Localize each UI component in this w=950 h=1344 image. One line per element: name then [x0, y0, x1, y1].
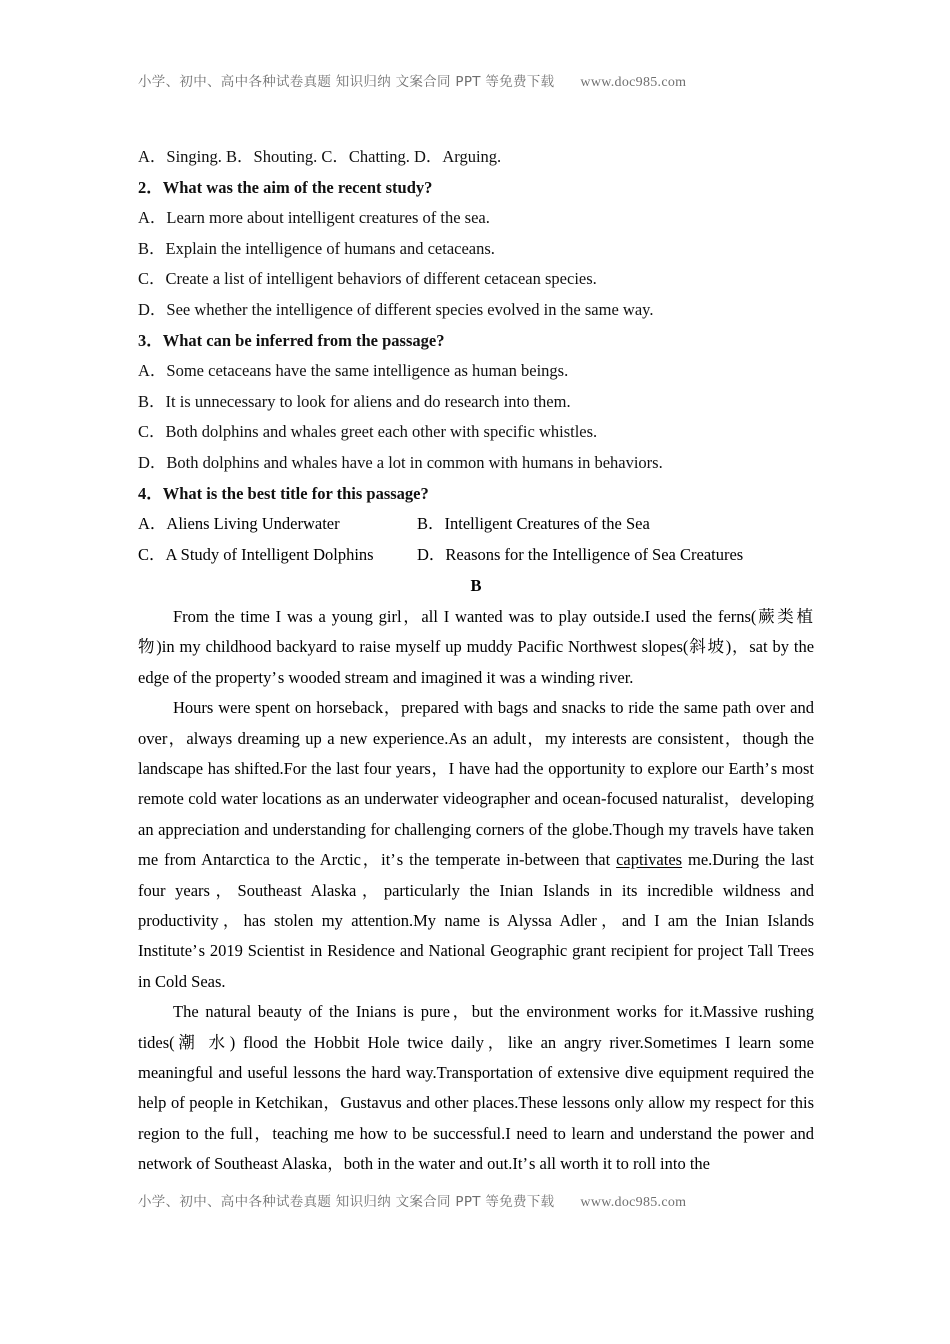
option-letter: D． [138, 299, 167, 319]
apostrophe-glyph: ’ [271, 667, 277, 687]
paragraph-2-part-b: s most remote cold water locations as an underwater videographer and ocean-focused naturalist，developing an appreciation and understanding for challenging corners of the globe.Though my travels have taken me from Antarctica to the Arctic，it [138, 758, 814, 870]
paragraph-3-part-a: The natural beauty of the Inians is pure，but the environment works for it.Massive rushing tides( [138, 1002, 814, 1052]
option-text: Intelligent Creatures of the Sea [444, 514, 650, 534]
option-text: See whether the intelligence of different species evolved in the same way. [166, 299, 654, 319]
paragraph-2-part-c: s the temperate in-between that [396, 850, 617, 870]
question-1-options-line: A．Singing. B．Shouting. C．Chatting. D．Arguing. [138, 147, 502, 166]
page-footer-cn-text: 小学、初中、高中各种试卷真题 知识归纳 文案合同 PPT 等免费下载 [138, 1194, 555, 1210]
option-letter: C． [138, 422, 166, 442]
paragraph-2-part-d: me.During the last four years，Southeast Alaska，particularly the Inian Islands in its incredible wildness and productivity，has stolen my attention.My name is Alyssa Adler，and I am the Inian Islands Institute [138, 850, 814, 961]
question-3-option-b[interactable] [138, 387, 814, 418]
gloss-slopes: 斜坡 [688, 637, 726, 657]
option-letter: B． [138, 238, 166, 258]
question-4-stem-text: What is the best title for this passage? [162, 483, 429, 503]
question-3-option-a[interactable] [138, 356, 814, 387]
option-text: It is unnecessary to look for aliens and do research into them. [165, 391, 571, 411]
document-content [138, 142, 814, 1180]
question-2-option-b[interactable] [138, 234, 814, 265]
paragraph-2-part-a: Hours were spent on horseback，prepared with bags and snacks to ride the same path over and over，always dreaming up a new experience.As an adult，my interests are consistent，though the landscape has shifted.For the last four years，I have had the opportunity to explore our Earth [138, 698, 814, 778]
paragraph-3-part-c: s all worth it to roll into the [528, 1154, 710, 1174]
page-header-url: www.doc985.com [580, 75, 687, 90]
question-2-number: 2． [138, 177, 163, 197]
question-2-option-c[interactable] [138, 264, 814, 295]
question-3-option-d[interactable] [138, 448, 814, 479]
paragraph-1-part-a: From the time I was a young girl，all I wanted was to play outside.I used the ferns( [173, 606, 757, 626]
underlined-word-captivates: captivates [616, 850, 683, 870]
option-text: Both dolphins and whales have a lot in common with humans in behaviors. [166, 452, 663, 472]
passage-paragraph-3 [138, 997, 814, 1179]
question-2-stem [138, 173, 814, 204]
apostrophe-glyph: ’ [390, 850, 396, 870]
option-text: Both dolphins and whales greet each other with specific whistles. [165, 422, 598, 442]
option-text: Explain the intelligence of humans and cetaceans. [165, 238, 495, 258]
paragraph-1-part-c: )，sat by the edge of the property [138, 637, 815, 687]
option-text: Reasons for the Intelligence of Sea Creatures [445, 544, 744, 564]
question-2-option-a[interactable] [138, 203, 814, 234]
paragraph-2-part-e: s 2019 Scientist in Residence and National Geographic grant recipient for project Tall Trees in Cold Seas. [138, 941, 814, 991]
gloss-ferns: 蕨类植物 [138, 606, 814, 657]
option-letter: B． [417, 514, 445, 534]
option-text: Some cetaceans have the same intelligence as human beings. [166, 361, 569, 381]
question-3-stem-text: What can be inferred from the passage? [162, 330, 445, 350]
question-2-option-d[interactable] [138, 295, 814, 326]
question-4-options-row-2 [138, 540, 814, 571]
apostrophe-glyph: ’ [764, 758, 770, 778]
option-letter: A． [138, 208, 167, 228]
option-letter: D． [417, 544, 446, 564]
option-letter: D． [138, 452, 167, 472]
option-text: Aliens Living Underwater [166, 514, 340, 534]
passage-paragraph-2 [138, 693, 814, 997]
paragraph-3-part-b: ) flood the Hobbit Hole twice daily，like an angry river.Sometimes I learn some meaningful and useful lessons the hard way.Transportation of extensive dive equipment required the help of people in Ketchikan，Gustavus and other places.These lessons only allow my respect for this region to the full，teaching me how to be successful.I need to learn and understand the power and network of Southeast Alaska，both in the water and out.It [138, 1032, 814, 1174]
question-3-option-c[interactable] [138, 417, 814, 448]
question-4-option-a[interactable] [138, 509, 340, 540]
option-text: A Study of Intelligent Dolphins [165, 544, 374, 564]
apostrophe-glyph: ’ [192, 941, 198, 961]
question-4-stem [138, 479, 814, 510]
option-text: Learn more about intelligent creatures of the sea. [166, 208, 490, 228]
option-letter: C． [138, 544, 166, 564]
question-4-options-row-1 [138, 509, 814, 540]
page-footer [138, 1190, 814, 1211]
question-3-stem [138, 326, 814, 357]
gloss-tides: 潮 水 [174, 1032, 230, 1052]
option-letter: A． [138, 514, 167, 534]
passage-section-letter: B [470, 576, 482, 596]
page-header-cn-text: 小学、初中、高中各种试卷真题 知识归纳 文案合同 PPT 等免费下载 [138, 74, 555, 90]
option-text: Create a list of intelligent behaviors of different cetacean species. [165, 269, 597, 289]
question-4-option-c[interactable] [138, 540, 374, 571]
page-header [138, 70, 814, 91]
paragraph-1-part-d: s wooded stream and imagined it was a winding river. [277, 667, 634, 687]
passage-paragraph-1 [138, 602, 814, 693]
page-footer-url: www.doc985.com [580, 1195, 687, 1210]
paragraph-1-part-b: )in my childhood backyard to raise myself up muddy Pacific Northwest slopes( [156, 637, 689, 657]
question-4-option-d[interactable] [417, 540, 743, 571]
question-3-number: 3． [138, 330, 163, 350]
option-letter: A． [138, 361, 167, 381]
option-letter: C． [138, 269, 166, 289]
apostrophe-glyph: ’ [522, 1154, 528, 1174]
question-2-stem-text: What was the aim of the recent study? [162, 177, 433, 197]
option-letter: B． [138, 391, 166, 411]
question-4-option-b[interactable] [417, 509, 650, 540]
question-4-number: 4． [138, 483, 163, 503]
